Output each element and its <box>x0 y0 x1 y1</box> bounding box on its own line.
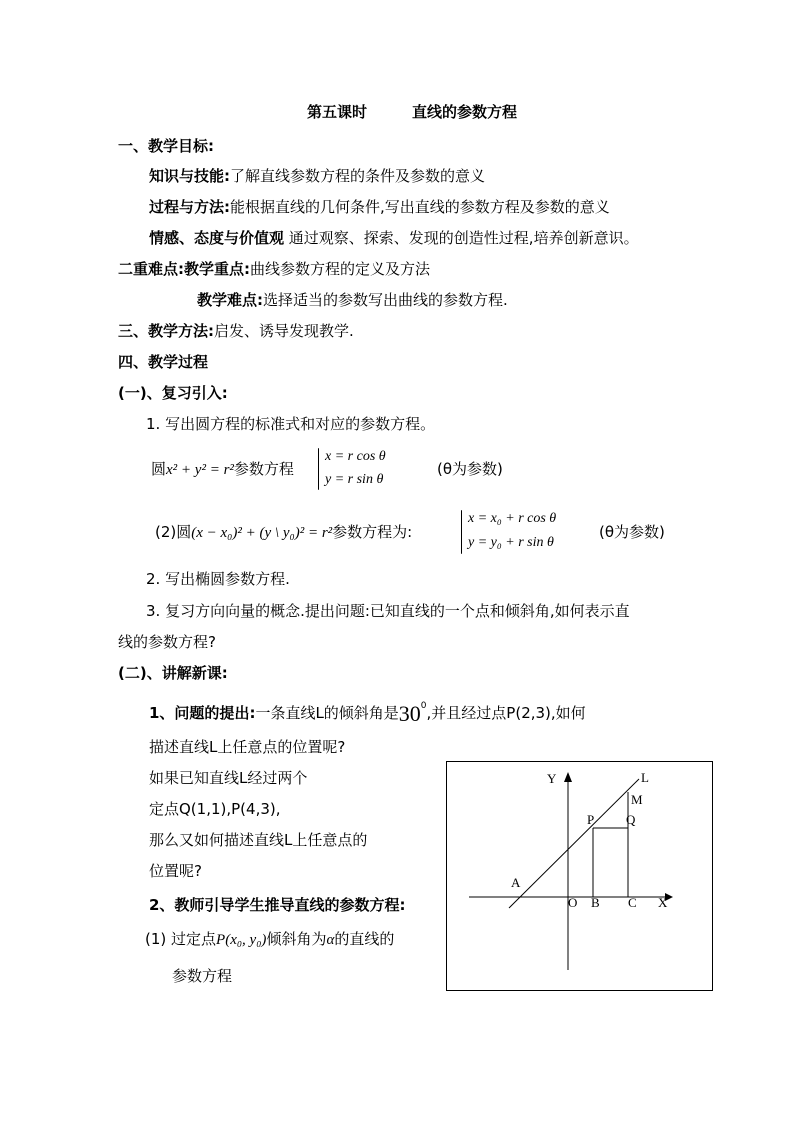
key-label: 教学重点: <box>184 260 250 278</box>
label-b: B <box>591 895 600 910</box>
emotion-label: 情感、态度与价值观 <box>149 229 285 247</box>
case-1-line-2: 参数方程 <box>172 967 233 985</box>
line-l <box>509 779 639 908</box>
derivation-heading: 2、教师引导学生推导直线的参数方程: <box>149 896 406 914</box>
case-1-text-c: 的直线的 <box>334 930 395 948</box>
problem-row <box>149 700 586 726</box>
eq1-row-1: x = r cos θ <box>325 449 386 464</box>
eq2-row-1: x = x₀ + r cos θ <box>468 511 557 526</box>
emotion-row <box>149 228 639 248</box>
case-1-text-a: (1) 过定点 <box>145 930 217 948</box>
section-4-heading: 四、教学过程 <box>118 353 209 371</box>
eq2-brace <box>461 510 462 554</box>
method-text: 启发、诱导发现教学. <box>214 322 354 340</box>
eq1-note: (θ为参数) <box>437 460 503 478</box>
knowledge-text: 了解直线参数方程的条件及参数的意义 <box>230 167 486 185</box>
label-l: L <box>641 770 649 785</box>
label-y: Y <box>547 771 557 786</box>
emotion-text: 通过观察、探索、发现的创造性过程,培养创新意识。 <box>288 229 639 247</box>
process-label: 过程与方法: <box>149 198 230 216</box>
process-row <box>149 197 610 217</box>
label-c: C <box>628 895 637 910</box>
knowledge-row <box>149 166 485 186</box>
label-a: A <box>511 875 521 890</box>
eq2-prefix: (2)圆 <box>155 523 192 541</box>
lesson-number: 第五课时 <box>307 103 368 121</box>
eq1-lhs: x² + y² = r² <box>166 462 234 478</box>
eq2-lhs: (x − x₀)² + (y \ y₀)² = r² <box>191 525 333 541</box>
key-text: 曲线参数方程的定义及方法 <box>250 260 431 278</box>
review-heading: (一)、复习引入: <box>118 384 228 402</box>
equation-1-row <box>151 459 294 480</box>
new-lesson-heading: (二)、讲解新课: <box>118 664 228 682</box>
label-x: X <box>658 895 668 910</box>
knowledge-label: 知识与技能: <box>149 167 230 185</box>
label-o: O <box>568 895 578 910</box>
problem-line-5: 那么又如何描述直线L上任意点的 <box>149 831 368 849</box>
case-1-text-b: 倾斜角为 <box>266 930 327 948</box>
problem-line-2: 描述直线L上任意点的位置呢? <box>149 738 346 756</box>
problem-angle: 30 <box>398 701 421 726</box>
section-1-heading: 一、教学目标: <box>118 137 214 155</box>
problem-text-b: ,并且经过点P(2,3),如何 <box>426 704 586 722</box>
process-text: 能根据直线的几何条件,写出直线的参数方程及参数的意义 <box>230 198 610 216</box>
problem-line-3: 如果已知直线L经过两个 <box>149 769 308 787</box>
eq1-brace <box>318 448 319 490</box>
question-3-line-1: 3. 复习方向向量的概念.提出问题:已知直线的一个点和倾斜角,如何表示直 <box>146 602 630 620</box>
question-3-line-2: 线的参数方程? <box>118 633 216 651</box>
eq2-row-2: y = y₀ + r sin θ <box>468 535 554 550</box>
section-2-heading: 二重难点: <box>118 260 184 278</box>
question-2: 2. 写出椭圆参数方程. <box>146 570 290 588</box>
problem-line-6: 位置呢? <box>149 862 202 880</box>
eq2-label: 参数方程为: <box>332 523 413 541</box>
key-row <box>118 259 430 279</box>
case-1-alpha: α <box>326 932 335 948</box>
problem-angle-degree: 0 <box>420 701 427 711</box>
eq1-label: 参数方程 <box>233 460 294 478</box>
problem-text-a: 一条直线L的倾斜角是 <box>255 704 399 722</box>
y-axis-arrow <box>564 772 572 782</box>
problem-label: 1、问题的提出: <box>149 704 256 722</box>
question-1: 1. 写出圆方程的标准式和对应的参数方程。 <box>146 415 436 433</box>
figure-svg <box>447 762 712 990</box>
difficulty-row <box>197 290 508 310</box>
eq1-row-2: y = r sin θ <box>325 472 384 487</box>
case-1-point: P(x₀, y₀) <box>216 932 267 948</box>
case-1-row <box>145 929 394 950</box>
difficulty-label: 教学难点: <box>197 291 263 309</box>
section-3-heading: 三、教学方法: <box>118 322 214 340</box>
eq2-note: (θ为参数) <box>599 523 665 541</box>
eq1-prefix: 圆 <box>151 460 167 478</box>
equation-2-row <box>155 522 412 543</box>
label-p: P <box>587 812 595 827</box>
difficulty-text: 选择适当的参数写出曲线的参数方程. <box>263 291 508 309</box>
method-row <box>118 321 354 341</box>
label-m: M <box>631 792 643 807</box>
problem-line-4: 定点Q(1,1),P(4,3), <box>149 800 281 818</box>
label-q: Q <box>626 812 636 827</box>
line-figure <box>446 761 713 991</box>
page-title: 直线的参数方程 <box>412 103 518 121</box>
